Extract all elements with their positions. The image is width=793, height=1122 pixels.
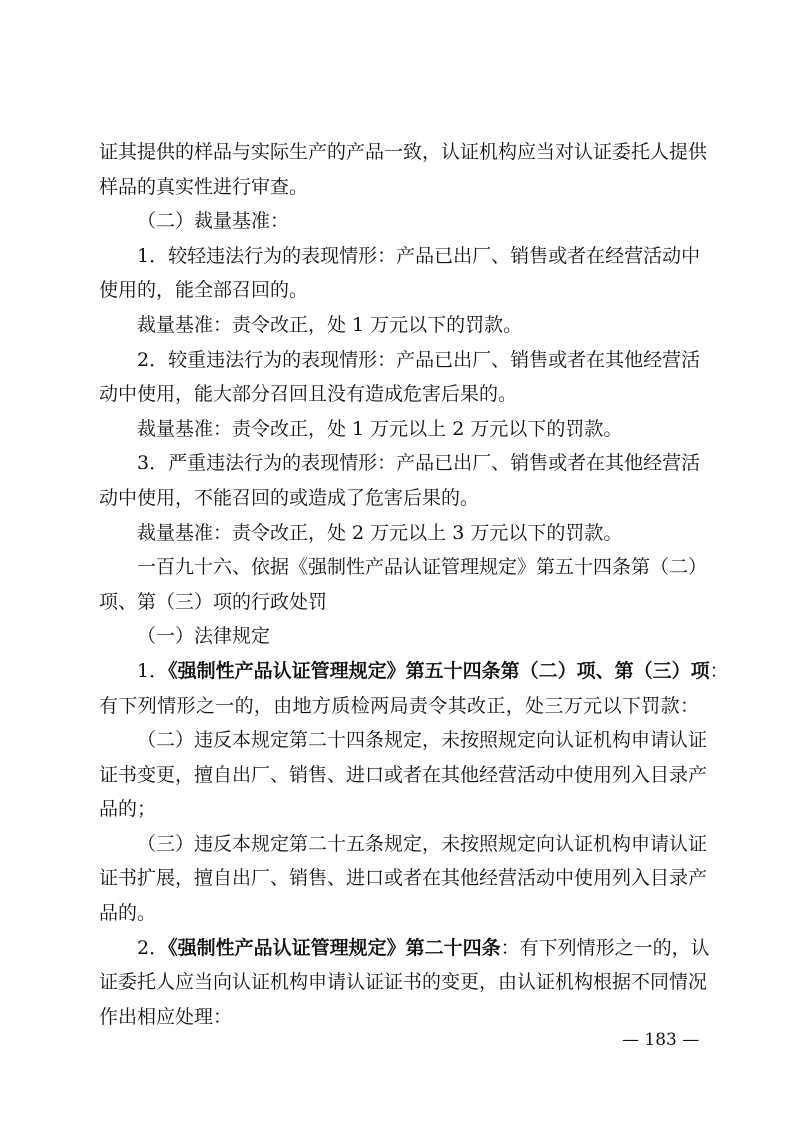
page-number: — 183 — — [622, 1030, 700, 1050]
body-text — [99, 135, 729, 1034]
text-line: 证其提供的样品与实际生产的产品一致，认证机构应当对认证委托人提供 — [99, 141, 708, 163]
text-line: 一百九十六、依据《强制性产品认证管理规定》第五十四条第（二） — [137, 556, 708, 579]
text-line: 证书变更，擅自出厂、销售、进口或者在其他经营活动中使用列入目录产 — [99, 763, 708, 786]
text-line: 样品的真实性进行审查。 — [99, 175, 309, 198]
text-line: 项、第（三）项的行政处罚 — [99, 590, 328, 613]
text-line: 有下列情形之一的，由地方质检两局责令其改正，处三万元以下罚款： — [99, 694, 699, 717]
bold-citation: 《强制性产品认证管理规定》第二十四条 — [168, 936, 501, 959]
text-line: 品的。 — [99, 902, 157, 925]
text-line: 品的； — [99, 798, 157, 821]
text-line: 证书扩展，擅自出厂、销售、进口或者在其他经营活动中使用列入目录产 — [99, 867, 708, 890]
text-line — [99, 654, 729, 689]
text-line: 3．严重违法行为的表现情形：产品已出厂、销售或者在其他经营活 — [137, 452, 701, 475]
text-line: 使用的，能全部召回的。 — [99, 279, 309, 302]
text-line — [99, 931, 710, 966]
text-line: （一）法律规定 — [137, 625, 271, 648]
bold-citation: 《强制性产品认证管理规定》第五十四条第（二）项、第（三）项 — [168, 659, 710, 682]
text-line: 证委托人应当向认证机构申请认证证书的变更，由认证机构根据不同情况 — [99, 971, 708, 994]
text-line: 裁量基准：责令改正，处 2 万元以上 3 万元以下的罚款。 — [137, 521, 623, 544]
text-line: （二）裁量基准： — [137, 210, 290, 233]
text-line: （二）违反本规定第二十四条规定，未按照规定向认证机构申请认证 — [137, 729, 708, 752]
text-line: 裁量基准：责令改正，处 1 万元以下的罚款。 — [137, 313, 523, 336]
text-line: 裁量基准：责令改正，处 1 万元以上 2 万元以下的罚款。 — [137, 417, 623, 440]
text-line: 2．较重违法行为的表现情形：产品已出厂、销售或者在其他经营活 — [137, 348, 701, 371]
text-line: 动中使用，能大部分召回且没有造成危害后果的。 — [99, 383, 518, 406]
text-line: 1．较轻违法行为的表现情形：产品已出厂、销售或者在经营活动中 — [137, 244, 701, 267]
line-prefix: 2． — [137, 936, 169, 959]
text-line: 动中使用，不能召回的或造成了危害后果的。 — [99, 486, 480, 509]
text-line: （三）违反本规定第二十五条规定，未按照规定向认证机构申请认证 — [137, 832, 708, 855]
line-prefix: 1． — [137, 659, 169, 682]
line-suffix: ： — [709, 659, 729, 682]
line-suffix: ：有下列情形之一的，认 — [500, 936, 710, 959]
text-line: 作出相应处理： — [99, 1005, 233, 1028]
